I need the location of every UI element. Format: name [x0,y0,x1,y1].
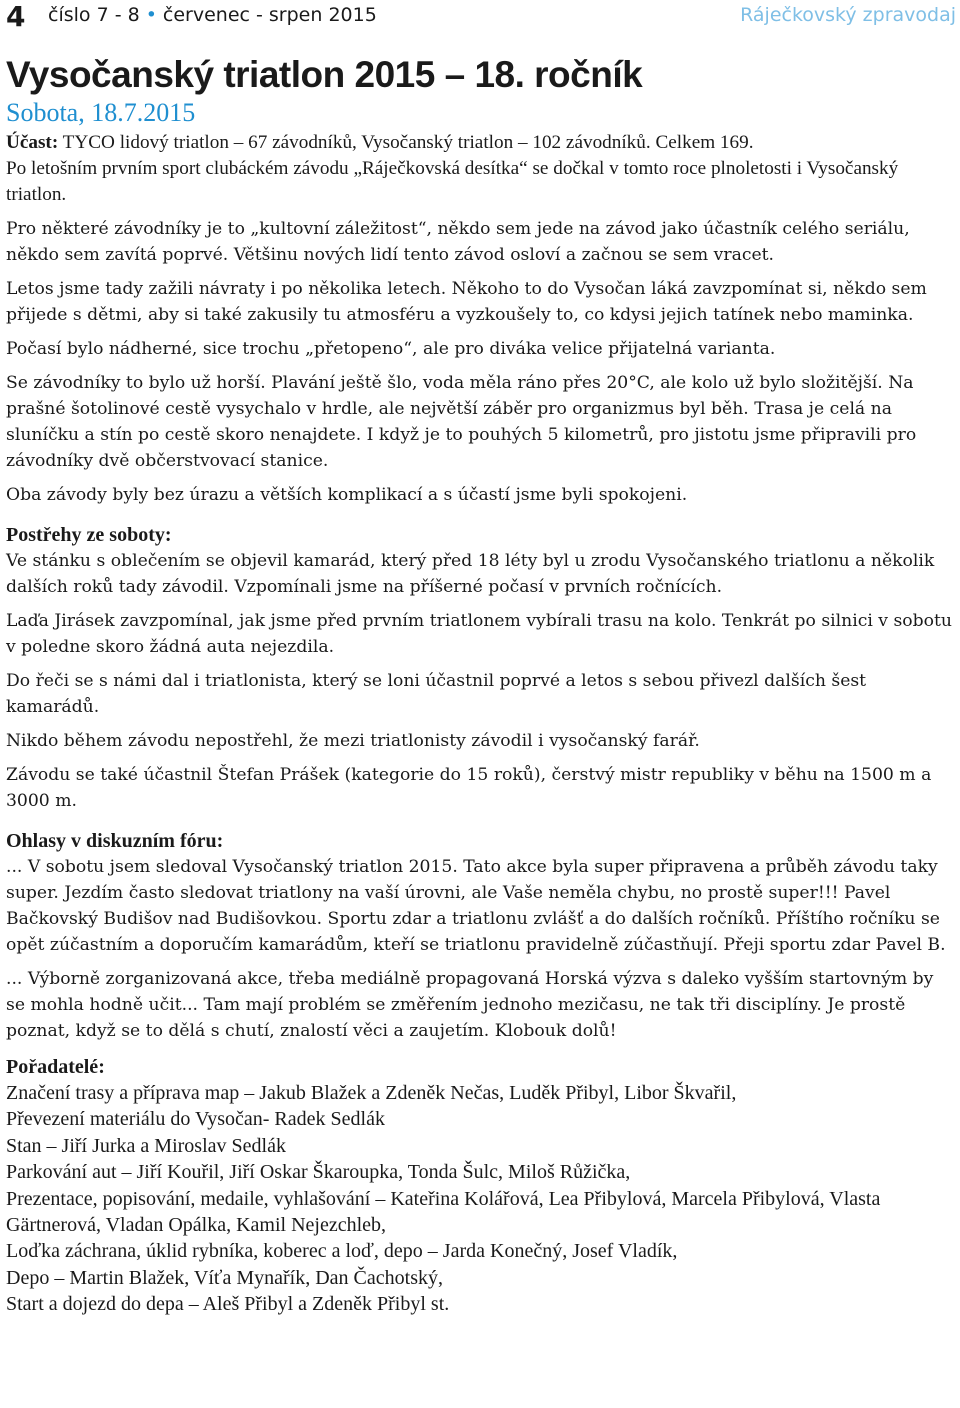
poradatele-line: Start a dojezd do depa – Aleš Přibyl a Zdeněk Přibyl st. [6,1293,450,1316]
page-number: 4 [6,0,26,33]
issue-number: číslo 7 - 8 [48,4,140,26]
paragraph-6: Oba závody byly bez úrazu a větších komplikací a s účastí jsme byli spokojeni. [6,485,688,505]
paragraph-3: Letos jsme tady zažili návraty i po několika letech. Někoho to do Vysočan láká zavzpomínat si, někdo sem přijede s dětmi, aby si také zakusily tu atmosféru a vyzkoušely to, co kdysi jejich tatínek nebo maminka. [6,279,927,325]
postrehy-section [6,522,956,814]
postrehy-heading: Postřehy ze soboty: [6,524,172,546]
ohlasy-section [6,828,956,1044]
poradatele-line: Depo – Martin Blažek, Víťa Mynařík, Dan Čachotský, [6,1266,443,1289]
ohlasy-heading: Ohlasy v diskuzním fóru: [6,830,224,852]
magazine-name: Ráječkovský zpravodaj [740,4,956,26]
ucast-label: Účast: [6,132,59,153]
poradatele-line: Stan – Jiří Jurka a Miroslav Sedlák [6,1134,286,1157]
issue-info [48,0,377,30]
postrehy-paragraph-5: Závodu se také účastnil Štefan Prášek (kategorie do 15 roků), čerstvý mistr republiky v běhu na 1500 m a 3000 m. [6,765,932,811]
postrehy-paragraph-4: Nikdo během závodu nepostřehl, že mezi triatlonisty závodil i vysočanský farář. [6,731,700,751]
poradatele-heading: Pořadatelé: [6,1056,105,1078]
bullet-dot: • [145,4,157,26]
poradatele-section [6,1054,956,1318]
ucast-paragraph [6,130,956,156]
paragraph-5: Se závodníky to bylo už horší. Plavání ještě šlo, voda měla ráno přes 20°C, ale kolo už bylo složitější. Na prašné šotolinové cestě vysychalo v hrdle, ale největší záběr pro organizmus byl běh. Trasa je celá na sluníčku a stín po cestě skoro nenajdete. I když je to pouhých 5 kilometrů, pro jistotu jsme připravili pro závodníky dvě občerstvovací stanice. [6,373,917,471]
article-title: Vysočanský triatlon 2015 – 18. ročník [6,54,643,95]
poradatele-line: Parkování aut – Jiří Kouřil, Jiří Oskar Škaroupka, Tonda Šulc, Miloš Růžička, [6,1161,631,1184]
article-body [6,130,956,508]
paragraph-2: Pro některé závodníky je to „kultovní záležitost“, někdo sem jede na závod jako účastník celého seriálu, někdo sem zavítá poprvé. Většinu nových lidí tento závod osloví a začnou se sem vracet. [6,219,910,265]
ohlasy-paragraph-2: ... Výborně zorganizovaná akce, třeba mediálně propagovaná Horská výzva s daleko vyšším startovným by se mohla hodně učit... Tam mají problém se změřením jednoho mezičasu, ne tak tři disciplíny. Je prostě poznat, když se to dělá s chutí, znalostí věci a zaujetím. Klobouk dolů! [6,969,934,1041]
page-header [6,0,956,34]
poradatele-line: Značení trasy a příprava map – Jakub Blažek a Zdeněk Nečas, Luděk Přibyl, Libor Škvařil, [6,1082,737,1104]
postrehy-paragraph-2: Laďa Jirásek zavzpomínal, jak jsme před prvním triatlonem vybírali trasu na kolo. Tenkrát po silnici v sobotu v poledne skoro žádná auta nejezdila. [6,611,952,657]
poradatele-line: Převezení materiálu do Vysočan- Radek Sedlák [6,1108,385,1131]
ohlasy-paragraph-1: ... V sobotu jsem sledoval Vysočanský triatlon 2015. Tato akce byla super připravena a průběh závodu taky super. Jezdím často sledovat triatlony na vaší úrovni, ale Vaše neměla chybu, no prostě super!!! Pavel Bačkovský Budišov nad Budišovkou. Sportu zdar a triatlonu zvlášť a do dalších ročníků. Příštího ročníku se opět zúčastním a doporučím kamarádům, kteří se triatlonu pravidelně zúčastňují. Přeji sportu zdar Pavel B. [6,857,946,955]
issue-date: červenec - srpen 2015 [162,4,377,26]
postrehy-paragraph-1: Ve stánku s oblečením se objevil kamarád, který před 18 léty byl u zrodu Vysočanského triatlonu a několik dalších roků tady závodil. Vzpomínali jsme na příšerné počasí v prvních ročnících. [6,551,935,597]
paragraph-1: Po letošním prvním sport clubáckém závodu „Ráječkovská desítka“ se dočkal v tomto roce plnoletosti i Vysočanský triatlon. [6,158,899,205]
postrehy-paragraph-3: Do řeči se s námi dal i triatlonista, který se loni účastnil poprvé a letos s sebou přivezl dalších šest kamarádů. [6,671,867,717]
poradatele-line: Prezentace, popisování, medaile, vyhlašování – Kateřina Kolářová, Lea Přibylová, Marcela Přibylová, Vlasta Gärtnerová, Vladan Opálka, Kamil Nejezchleb, [6,1187,881,1237]
article-date: Sobota, 18.7.2015 [6,98,196,127]
poradatele-line: Loďka záchrana, úklid rybníka, koberec a loď, depo – Jarda Konečný, Josef Vladík, [6,1240,678,1263]
page [6,0,956,1318]
ucast-text: TYCO lidový triatlon – 67 závodníků, Vysočanský triatlon – 102 závodníků. Celkem 169. [58,132,754,153]
paragraph-4: Počasí bylo nádherné, sice trochu „přetopeno“, ale pro diváka velice přijatelná varianta. [6,339,776,359]
